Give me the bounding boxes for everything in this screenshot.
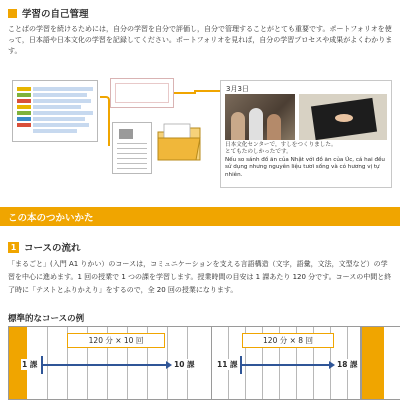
section-title-text: 学習の自己管理 <box>22 9 89 20</box>
course-description: 「まるごと」(入門 A1 りかい）のコースは，コミュニケーションを支える言語構造（文字，語彙，文法，文型など）の学習を中心に進めます。1 回の授業で 1 つの課を学習します。授業時間の目安は 1 課あたり 120 分です。コースの中間と終了時に「テストとふりかえり」をするので，全 20 回の授業になります。 <box>8 260 392 294</box>
connector-line <box>100 96 110 146</box>
course-block-1 <box>8 326 213 400</box>
diary-date: 3月3日 <box>226 85 249 93</box>
block1-start-lesson: 1 課 <box>22 360 38 369</box>
section-number-badge: 1 <box>8 242 19 253</box>
course-block-2 <box>211 326 361 400</box>
cooking-class-photo <box>225 94 295 140</box>
course-block-3 <box>361 326 400 400</box>
diary-caption: 日本文化センターで，すしをつくりました。 とてもたのしかったです。 Nếu so sánh đồ ăn của Nhật với đồ ăn của Úc, cá hai đều sử dụng nhưng nguyên liệu tươi sống và có hương vị tự nhiên. <box>225 142 385 178</box>
block1-end-lesson: 10 課 <box>174 360 195 369</box>
folder-icon <box>156 122 202 162</box>
block2-duration-box: 120 分 × 8 回 <box>242 333 334 348</box>
sushi-tray-photo <box>299 94 387 140</box>
section-heading-course-flow <box>8 240 81 254</box>
portfolio-document-illustration <box>112 122 152 174</box>
portfolio-diary-card <box>220 80 392 188</box>
connector-line <box>174 92 196 94</box>
example-course-heading: 標準的なコースの例 <box>8 314 85 324</box>
portfolio-checklist-illustration <box>12 80 98 142</box>
square-bullet-icon <box>8 9 17 18</box>
block1-duration-box: 120 分 × 10 回 <box>67 333 165 348</box>
block2-end-lesson: 18 課 <box>337 360 358 369</box>
section-title-self-management <box>8 5 89 21</box>
block2-start-lesson: 11 課 <box>217 360 238 369</box>
section-bar-how-to-use: この本のつかいかた <box>0 207 400 226</box>
section-heading-text: コースの流れ <box>24 243 81 254</box>
intro-paragraph: ことばの学習を続けるためには，自分の学習を自分で評価し，自分で管理することがとても重要です。ポートフォリオを使って，日本語や日本文化の学習を記録してください。ポートフォリオを見れば，自分の学習プロセスや成果がよくわかります。 <box>8 25 393 55</box>
block1-arrow-icon <box>43 364 167 366</box>
block2-arrow-icon <box>242 364 330 366</box>
arrow-right-icon <box>194 90 222 92</box>
portfolio-blank-sheet-illustration <box>110 78 174 108</box>
